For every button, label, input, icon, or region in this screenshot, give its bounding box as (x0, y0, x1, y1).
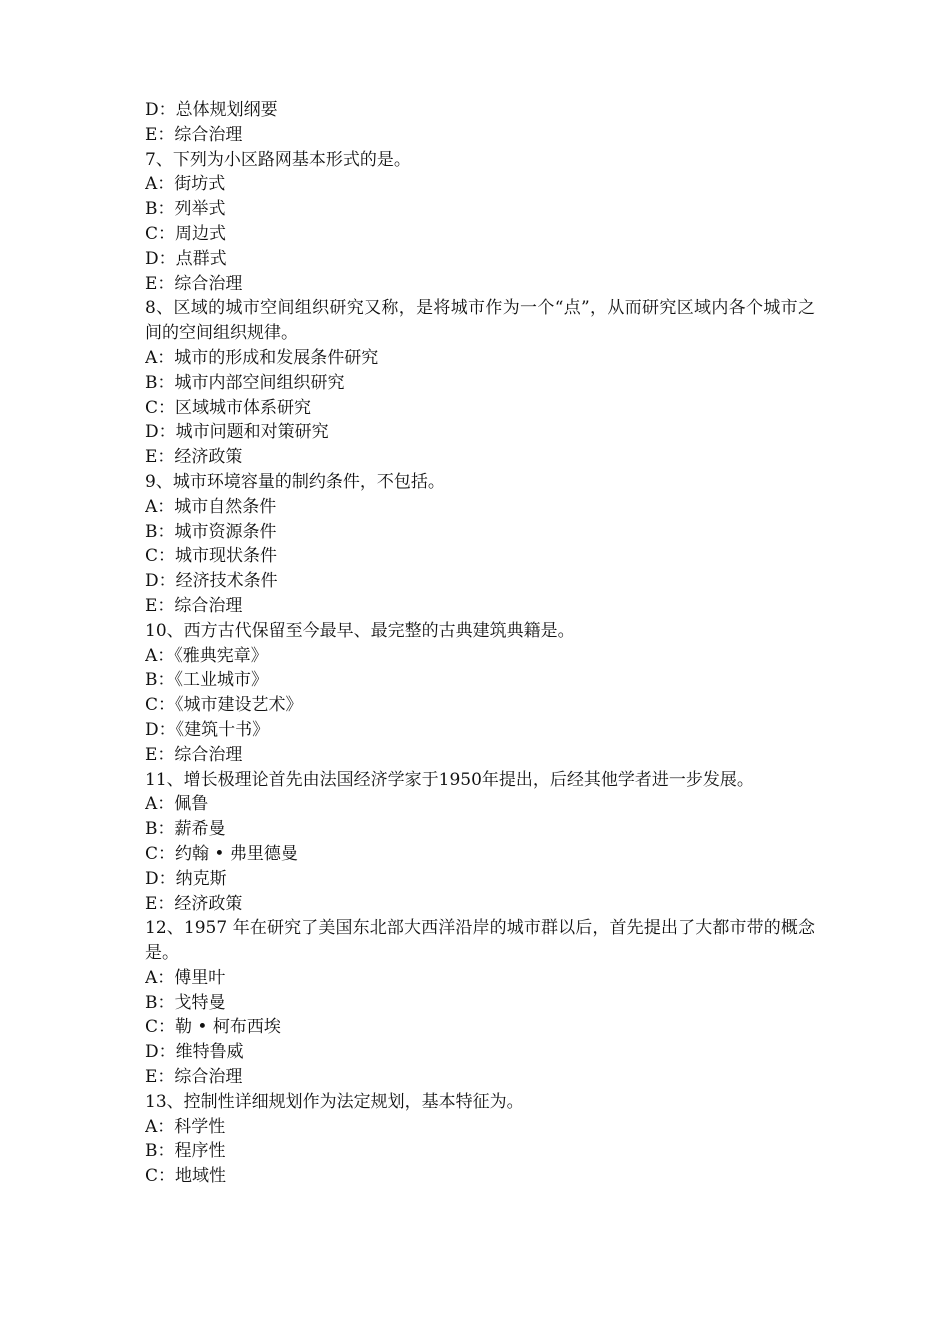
option-b: B：薪希曼 (145, 819, 226, 840)
question-12: 12、1957 年在研究了美国东北部大西洋沿岸的城市群以后，首先提出了大都市带的概念是。 (145, 918, 815, 964)
option-e: E：综合治理 (145, 273, 243, 294)
option-d: D：纳克斯 (145, 868, 227, 889)
option-e: E：经济政策 (145, 447, 243, 468)
option-d: D：维特鲁威 (145, 1042, 244, 1063)
question-7: 7、下列为小区路网基本形式的是。 (145, 149, 411, 170)
question-8: 8、区域的城市空间组织研究又称，是将城市作为一个“点”，从而研究区域内各个城市之间的空间组织规律。 (145, 298, 815, 344)
question-9: 9、城市环境容量的制约条件，不包括。 (145, 471, 445, 492)
option-e: E：综合治理 (145, 595, 243, 616)
option-a: A：城市自然条件 (145, 496, 277, 517)
option-c: C：区域城市体系研究 (145, 397, 312, 418)
question-13: 13、控制性详细规划作为法定规划，基本特征为。 (145, 1091, 524, 1112)
option-e: E：综合治理 (145, 744, 243, 765)
question-list (145, 98, 815, 1189)
option-b: B：列举式 (145, 199, 226, 220)
option-a: A：佩鲁 (145, 794, 209, 815)
option-a: A：城市的形成和发展条件研究 (145, 347, 379, 368)
option-e: E：综合治理 (145, 124, 243, 145)
question-11: 11、增长极理论首先由法国经济学家于1950年提出，后经其他学者进一步发展。 (145, 769, 754, 790)
option-d: D：《建筑十书》 (145, 719, 270, 740)
option-c: C：周边式 (145, 223, 227, 244)
option-e: E：综合治理 (145, 1067, 243, 1088)
option-b: B：程序性 (145, 1141, 226, 1162)
option-a: A：傅里叶 (145, 967, 226, 988)
option-c: C：城市现状条件 (145, 546, 278, 567)
option-c: C：约翰 • 弗里德曼 (145, 843, 298, 864)
option-d: D：点群式 (145, 248, 227, 269)
option-c: C：勒 • 柯布西埃 (145, 1017, 281, 1038)
option-b: B：《工业城市》 (145, 670, 268, 691)
option-a: A：街坊式 (145, 174, 226, 195)
option-e: E：经济政策 (145, 893, 243, 914)
option-d: D：总体规划纲要 (145, 100, 278, 120)
option-d: D：城市问题和对策研究 (145, 422, 329, 443)
option-b: B：城市资源条件 (145, 521, 277, 542)
option-a: A：《雅典宪章》 (145, 645, 268, 666)
option-a: A：科学性 (145, 1116, 226, 1137)
option-d: D：经济技术条件 (145, 571, 278, 592)
question-10: 10、西方古代保留至今最早、最完整的古典建筑典籍是。 (145, 620, 575, 641)
option-c: C：地域性 (145, 1166, 227, 1187)
option-b: B：戈特曼 (145, 992, 226, 1013)
option-c: C：《城市建设艺术》 (145, 695, 303, 716)
option-b: B：城市内部空间组织研究 (145, 372, 345, 393)
